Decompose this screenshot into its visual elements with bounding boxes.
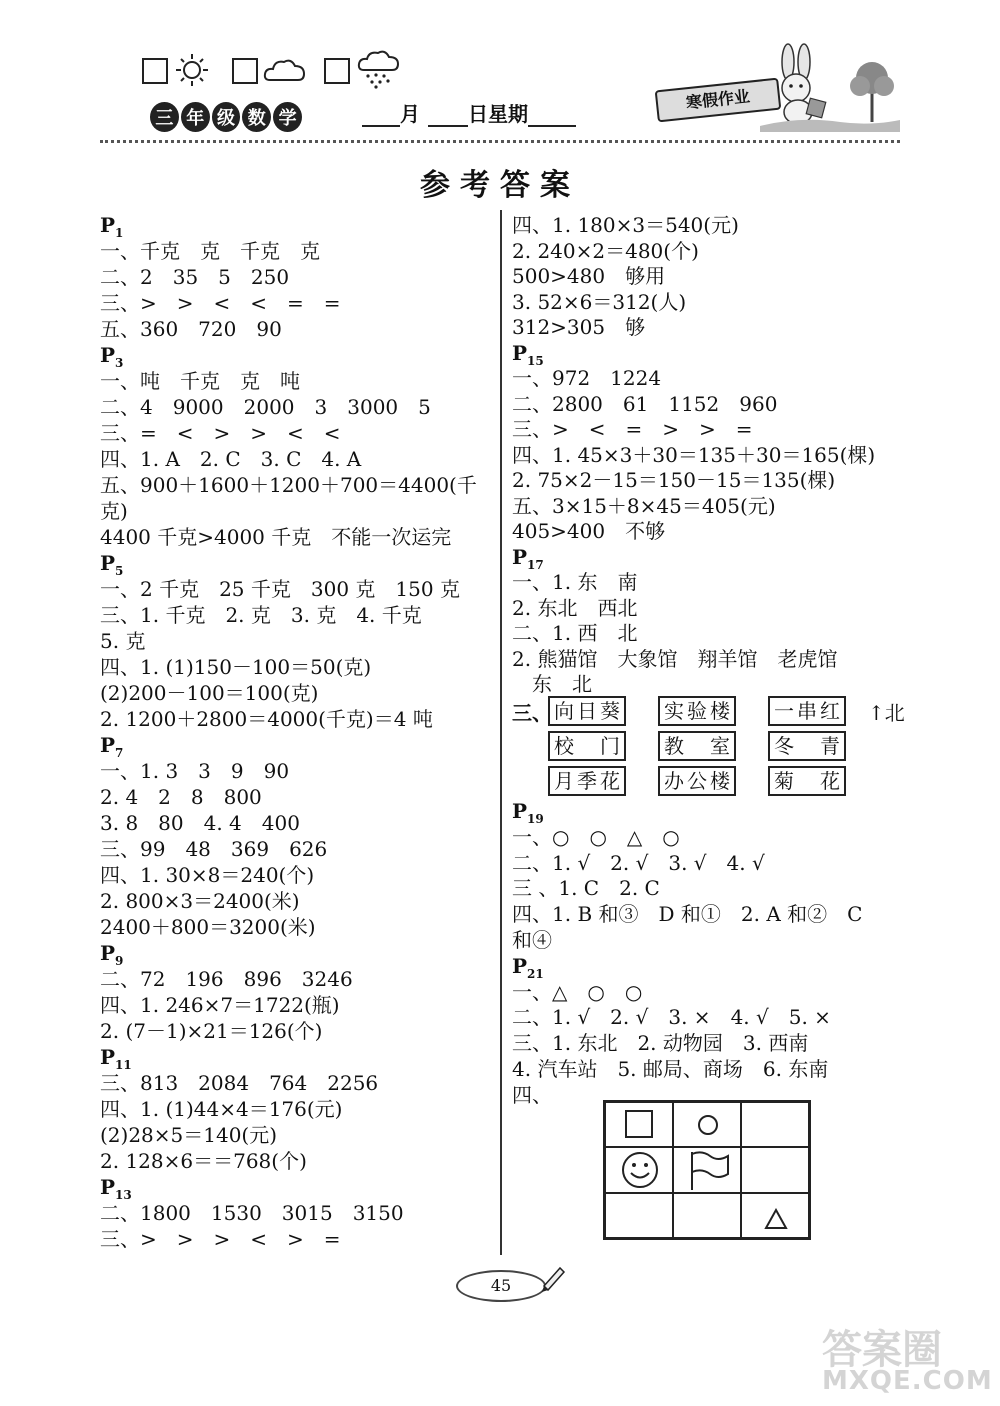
answer-line: 3. 8 80 4. 4 400 [100, 811, 300, 835]
answer-line: 四、1. (1)150－100＝50(克) [100, 655, 372, 679]
date-line [362, 98, 576, 127]
cloud-icon [262, 56, 308, 84]
page-number: 45 [456, 1270, 546, 1302]
grid-cell [741, 1193, 809, 1238]
answer-line: 一、2 千克 25 千克 300 克 150 克 [100, 577, 460, 601]
map-box: 冬 青 [768, 731, 846, 761]
map-box: 实验楼 [658, 696, 736, 726]
section-prefix: 三、 [512, 700, 552, 725]
page-ref-letter: $P_{15}$ [512, 340, 544, 368]
grid-cell [605, 1147, 673, 1192]
answer-line: 一、△ ○ ○ [512, 979, 643, 1004]
flag-icon [688, 1150, 732, 1192]
circle-icon [696, 1113, 720, 1137]
map-box: 向日葵 [548, 696, 626, 726]
p21-answer-grid [603, 1100, 811, 1240]
page-ref-letter: $P_3$ [100, 343, 124, 370]
page-title: 参考答案 [420, 168, 580, 203]
answer-line: 2. 75×2－15＝150－15＝135(棵) [512, 468, 836, 492]
weather-checkbox-sunny [142, 58, 168, 84]
answer-line: 五、3×15＋8×45＝405(元) [512, 493, 776, 518]
grid-cell [741, 1102, 809, 1147]
answer-line: 和④ [512, 928, 552, 952]
page-ref-letter: $P_{19}$ [512, 799, 544, 826]
answer-line: 2. 熊猫馆 大象馆 翔羊馆 老虎馆 [512, 646, 838, 671]
answer-line: 四、1. 246×7＝1722(瓶) [100, 993, 340, 1017]
answer-line: 五、900＋1600＋1200＋700＝4400(千 [100, 473, 477, 497]
answer-line: 二、2800 61 1152 960 [512, 391, 778, 416]
p17-map-row-2 [512, 731, 854, 761]
weather-checkbox-snowy [324, 58, 350, 84]
answer-line: 2. 1200＋2800＝4000(千克)＝4 吨 [100, 707, 433, 731]
answer-line: 四、 [512, 1082, 552, 1107]
answer-line: (2)28×5＝140(元) [100, 1123, 278, 1147]
page-ref-number: 9 [115, 954, 124, 968]
answer-line: 2. 4 2 8 800 [100, 785, 262, 809]
answer-line: 500>480 够用 [512, 264, 666, 288]
answer-line: 三 、1. C 2. C [512, 876, 660, 901]
weekday-blank [528, 105, 576, 127]
answer-line: 三、813 2084 764 2256 [100, 1071, 379, 1095]
answer-line: 一、吨 千克 克 吨 [100, 369, 300, 393]
answer-line: 一、千克 克 千克 克 [100, 239, 320, 263]
answer-line: 五、360 720 90 [100, 317, 282, 341]
snow-icon [356, 50, 402, 90]
answer-line: 东 北 [512, 672, 592, 696]
watermark-url: MXQE.COM [822, 1366, 993, 1396]
answer-line: 四、1. 180×3＝540(元) [512, 213, 739, 237]
p17-map-row-1 [512, 696, 905, 726]
square-icon [624, 1109, 654, 1139]
watermark-logo: 答案圈 [822, 1327, 942, 1373]
column-divider [500, 210, 502, 1255]
page-ref-letter: $P_7$ [100, 733, 124, 760]
triangle-icon [764, 1208, 788, 1230]
answer-line: 三、> < = > > = [512, 417, 753, 441]
answer-line: 二、1800 1530 3015 3150 [100, 1201, 404, 1225]
answer-line: 2. (7－1)×21＝126(个) [100, 1019, 323, 1043]
p17-map-row-3 [512, 766, 854, 796]
page-ref-number: 11 [115, 1058, 132, 1072]
answer-line: 一、1. 3 3 9 90 [100, 759, 290, 783]
grid-cell [673, 1147, 741, 1192]
grid-cell [605, 1102, 673, 1147]
answer-line: 二、4 9000 2000 3 3000 5 [100, 395, 431, 419]
grid-cell [605, 1193, 673, 1238]
subject-char: 学 [273, 102, 302, 132]
map-box: 月季花 [548, 766, 626, 796]
answer-line: 三、= < > > < < [100, 421, 341, 445]
answer-line: 2. 800×3＝2400(米) [100, 889, 300, 913]
page-ref-letter: $P_{11}$ [100, 1045, 132, 1072]
page-ref-number: 7 [115, 746, 124, 760]
winter-homework-banner: 寒假作业 [655, 78, 782, 123]
month-blank [362, 105, 400, 127]
subject-char: 数 [242, 102, 271, 132]
answer-line: 2. 东北 西北 [512, 595, 638, 620]
answer-line: 312>305 够 [512, 315, 646, 339]
answer-line: 三、> > < < = = [100, 291, 341, 315]
weather-checkbox-cloudy [232, 58, 258, 84]
page-ref-letter: $P_9$ [100, 941, 124, 968]
answer-line: 克) [100, 499, 128, 523]
subject-label [150, 102, 302, 132]
pencil-icon [538, 1262, 568, 1292]
page-ref-number: 15 [527, 353, 544, 368]
page-ref-letter: $P_{13}$ [100, 1175, 132, 1202]
answer-line: 2400＋800＝3200(米) [100, 915, 316, 939]
page-ref-number: 5 [115, 564, 124, 578]
answer-line: 2. 128×6＝＝768(个) [100, 1149, 307, 1173]
north-indicator: ↑北 [868, 700, 905, 725]
page-ref-number: 1 [115, 226, 124, 240]
answer-line: 4. 汽车站 5. 邮局、商场 6. 东南 [512, 1057, 829, 1081]
rabbit-scenery-illustration [760, 40, 900, 132]
grid-cell [673, 1102, 741, 1147]
answer-line: 2. 240×2＝480(个) [512, 238, 699, 263]
answer-line: (2)200－100＝100(克) [100, 681, 319, 705]
day-blank [428, 105, 468, 127]
month-label: 月 [400, 102, 420, 126]
map-box: 办公楼 [658, 766, 736, 796]
answer-line: 二、2 35 5 250 [100, 265, 290, 289]
answer-line: 三、> > > < > = [100, 1227, 341, 1251]
page-ref-number: 3 [115, 356, 124, 370]
answer-line: 二、1. √ 2. √ 3. × 4. √ 5. × [512, 1005, 831, 1030]
answer-line: 一、972 1224 [512, 366, 662, 390]
answer-line: 405>400 不够 [512, 519, 666, 543]
answer-line: 二、72 196 896 3246 [100, 967, 353, 991]
subject-char: 级 [212, 102, 241, 132]
page-ref-number: 19 [527, 812, 544, 826]
answer-line: 3. 52×6＝312(人) [512, 289, 687, 314]
answer-line: 二、1. √ 2. √ 3. √ 4. √ [512, 850, 765, 875]
day-weekday-label: 日星期 [468, 102, 528, 126]
answer-line: 二、1. 西 北 [512, 621, 638, 645]
answer-line: 一、1. 东 南 [512, 570, 638, 594]
sun-icon [172, 52, 212, 88]
header-divider [100, 140, 900, 143]
answer-line: 四、1. B 和③ D 和① 2. A 和② C [512, 902, 863, 927]
smiley-face-icon [620, 1150, 660, 1190]
subject-char: 年 [181, 102, 210, 132]
page-ref-letter: $P_{21}$ [512, 953, 544, 981]
answer-line: 三、99 48 369 626 [100, 837, 328, 861]
answer-line: 三、1. 东北 2. 动物园 3. 西南 [512, 1031, 809, 1056]
answer-line: 一、○ ○ △ ○ [512, 824, 680, 849]
answer-line: 三、1. 千克 2. 克 3. 克 4. 千克 [100, 603, 422, 627]
answer-line: 四、1. (1)44×4＝176(元) [100, 1097, 343, 1121]
answer-line: 四、1. 30×8＝240(个) [100, 863, 315, 887]
page-ref-number: 13 [115, 1188, 132, 1202]
answer-line: 4400 千克>4000 千克 不能一次运完 [100, 525, 452, 549]
map-box: 菊 花 [768, 766, 846, 796]
map-box: 一串红 [768, 696, 846, 726]
answer-line: 5. 克 [100, 629, 146, 653]
grid-cell [741, 1147, 809, 1192]
page-ref-number: 21 [527, 966, 544, 981]
subject-char: 三 [150, 102, 179, 132]
answer-line: 四、1. 45×3＋30＝135＋30＝165(棵) [512, 442, 876, 467]
map-box: 教 室 [658, 731, 736, 761]
page-ref-letter: $P_5$ [100, 551, 124, 578]
grid-cell [673, 1193, 741, 1238]
page-ref-number: 17 [527, 557, 544, 572]
answer-line: 四、1. A 2. C 3. C 4. A [100, 447, 362, 471]
page-ref-letter: $P_1$ [100, 213, 124, 240]
page-ref-letter: $P_{17}$ [512, 544, 544, 572]
map-box: 校 门 [548, 731, 626, 761]
